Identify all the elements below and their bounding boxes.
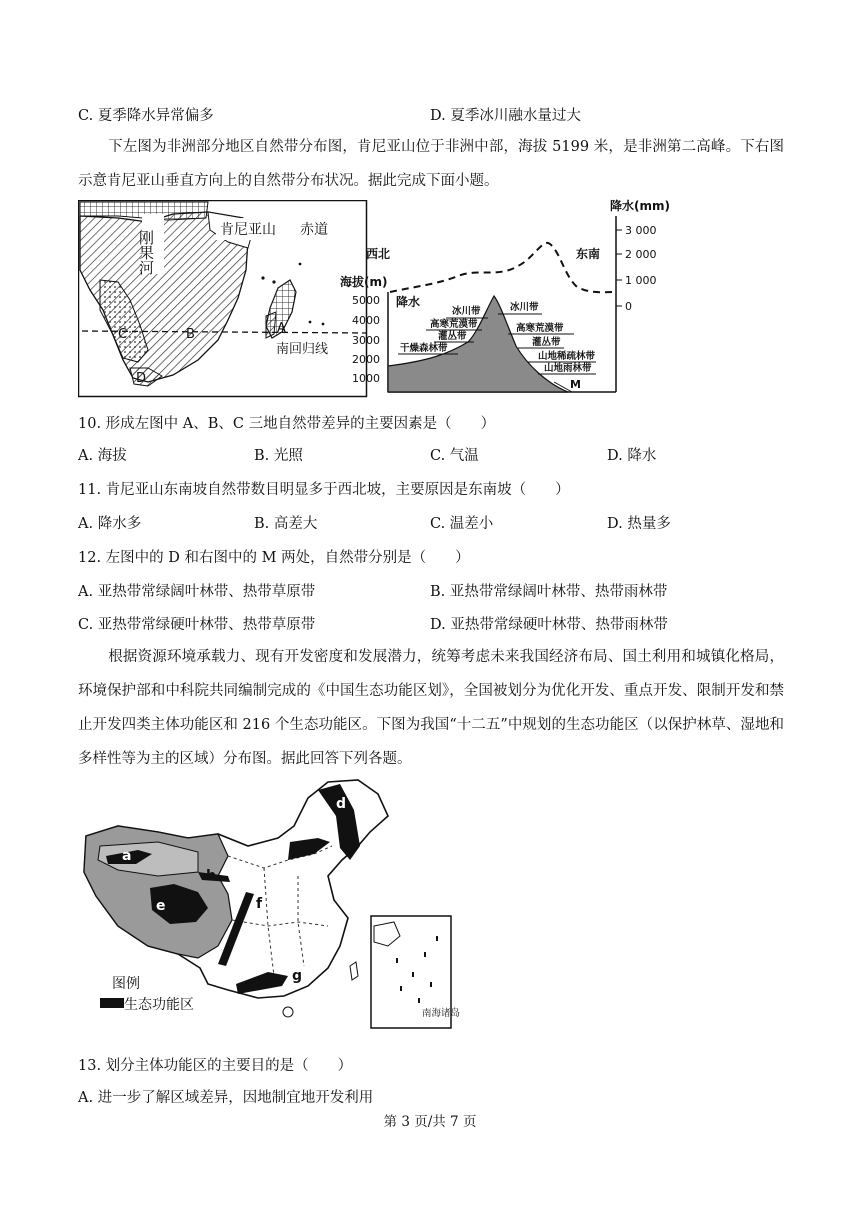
point-b-label: B <box>186 327 195 342</box>
q9-option-d: D. 夏季冰川融水量过大 <box>430 108 581 124</box>
zone-right-shrub: 灌丛带 <box>532 337 561 348</box>
q10-option-c: C. 气温 <box>430 448 479 464</box>
equator-label: 赤道 <box>300 222 328 238</box>
alt-tick-5000: 5000 <box>352 294 380 307</box>
point-d-label: D <box>136 371 147 386</box>
precip-tick-2000: 2 000 <box>625 248 657 261</box>
alt-tick-3000: 3000 <box>352 334 380 347</box>
intro-paragraph-china <box>78 640 784 776</box>
alt-tick-1000: 1000 <box>352 372 380 385</box>
q12-option-c: C. 亚热带常绿硬叶林带、热带草原带 <box>78 617 316 633</box>
zone-right-glacier: 冰川带 <box>510 302 539 313</box>
precip-tick-0: 0 <box>625 300 632 313</box>
zone-b-label: b <box>206 868 217 884</box>
congo-river-label: 刚果河 <box>137 230 155 275</box>
q12-option-d: D. 亚热带常绿硬叶林带、热带雨林带 <box>430 617 668 633</box>
zone-left-alpine-desert: 高寒荒漠带 <box>430 319 478 330</box>
intro-text: 根据资源环境承载力、现有开发密度和发展潜力，统筹考虑未来我国经济布局、国土利用和城镇化格局，环境保护部和中科院共同编制完成的《中国生态功能区划》，全国被划分为优化开发、重点开发、限制开发和禁止开发四类主体功能区和 216 个生态功能区。下图为我国“十二五”中规划的生态功能区（以保护林草、湿地和多样性等为主的区域）分布图。据此回答下列各题。 <box>78 649 784 767</box>
zone-right-alpine-desert: 高寒荒漠带 <box>516 323 564 334</box>
zone-g-label: g <box>292 968 303 984</box>
northwest-label: 西北 <box>366 247 391 261</box>
q13-stem: 13. 划分主体功能区的主要目的是（ ） <box>78 1058 353 1074</box>
zone-f-label: f <box>256 896 263 912</box>
precip-curve-label: 降水 <box>396 295 421 309</box>
inset-label: 南海诸岛 <box>422 1008 461 1019</box>
precip-tick-3000: 3 000 <box>625 224 657 237</box>
southeast-label: 东南 <box>576 247 601 261</box>
legend-item-label: 生态功能区 <box>124 997 194 1013</box>
precip-axis-label: 降水(mm) <box>610 199 670 213</box>
q12-stem: 12. 左图中的 D 和右图中的 M 两处，自然带分别是（ ） <box>78 550 470 566</box>
legend-swatch <box>100 998 124 1008</box>
q13-option-a: A. 进一步了解区域差异，因地制宜地开发利用 <box>78 1090 374 1106</box>
q10-option-b: B. 光照 <box>254 448 303 464</box>
zone-left-glacier: 冰川带 <box>452 306 481 317</box>
alt-tick-2000: 2000 <box>352 353 380 366</box>
q9-option-c: C. 夏季降水异常偏多 <box>78 108 214 124</box>
q12-option-a: A. 亚热带常绿阔叶林带、热带草原带 <box>78 584 316 600</box>
q11-option-a: A. 降水多 <box>78 516 142 532</box>
altitude-axis-label: 海拔(m) <box>340 275 388 289</box>
zone-a-label: a <box>122 848 132 864</box>
point-m-label: M <box>570 378 581 391</box>
legend-title: 图例 <box>112 976 140 992</box>
mount-kenya-label: 肯尼亚山 <box>220 222 276 238</box>
q12-option-b: B. 亚热带常绿阔叶林带、热带雨林带 <box>430 584 668 600</box>
africa-zone-map <box>78 200 368 398</box>
page-footer: 第 3 页/共 7 页 <box>383 1114 477 1130</box>
tropic-of-capricorn-label: 南回归线 <box>276 342 329 357</box>
point-a-label: A <box>277 321 286 336</box>
point-c-label: C <box>118 327 128 342</box>
q10-option-d: D. 降水 <box>607 448 657 464</box>
zone-right-sparse-forest: 山地稀疏林带 <box>538 351 596 362</box>
precip-tick-1000: 1 000 <box>625 274 657 287</box>
q10-option-a: A. 海拔 <box>78 448 127 464</box>
zone-e-label: e <box>156 898 166 914</box>
kenya-vertical-zone-diagram <box>338 196 676 398</box>
zone-c-label: c <box>290 846 299 862</box>
q11-option-d: D. 热量多 <box>607 516 671 532</box>
zone-left-shrub: 灌丛带 <box>438 331 467 342</box>
q10-stem: 10. 形成左图中 A、B、C 三地自然带差异的主要因素是（ ） <box>78 416 496 432</box>
q11-option-b: B. 高差大 <box>254 516 318 532</box>
zone-right-rainforest: 山地雨林带 <box>544 363 592 374</box>
q11-stem: 11. 肯尼亚山东南坡自然带数目明显多于西北坡，主要原因是东南坡（ ） <box>78 482 570 498</box>
china-eco-zone-map <box>78 776 468 1038</box>
intro-text: 下左图为非洲部分地区自然带分布图，肯尼亚山位于非洲中部，海拔 5199 米，是非洲第二高峰。下右图示意肯尼亚山垂直方向上的自然带分布状况。据此完成下面小题。 <box>78 139 784 189</box>
q11-option-c: C. 温差小 <box>430 516 494 532</box>
intro-paragraph-africa <box>78 130 784 198</box>
zone-d-label: d <box>336 796 347 812</box>
alt-tick-4000: 4000 <box>352 314 380 327</box>
zone-left-dry-forest: 干燥森林带 <box>400 343 448 354</box>
